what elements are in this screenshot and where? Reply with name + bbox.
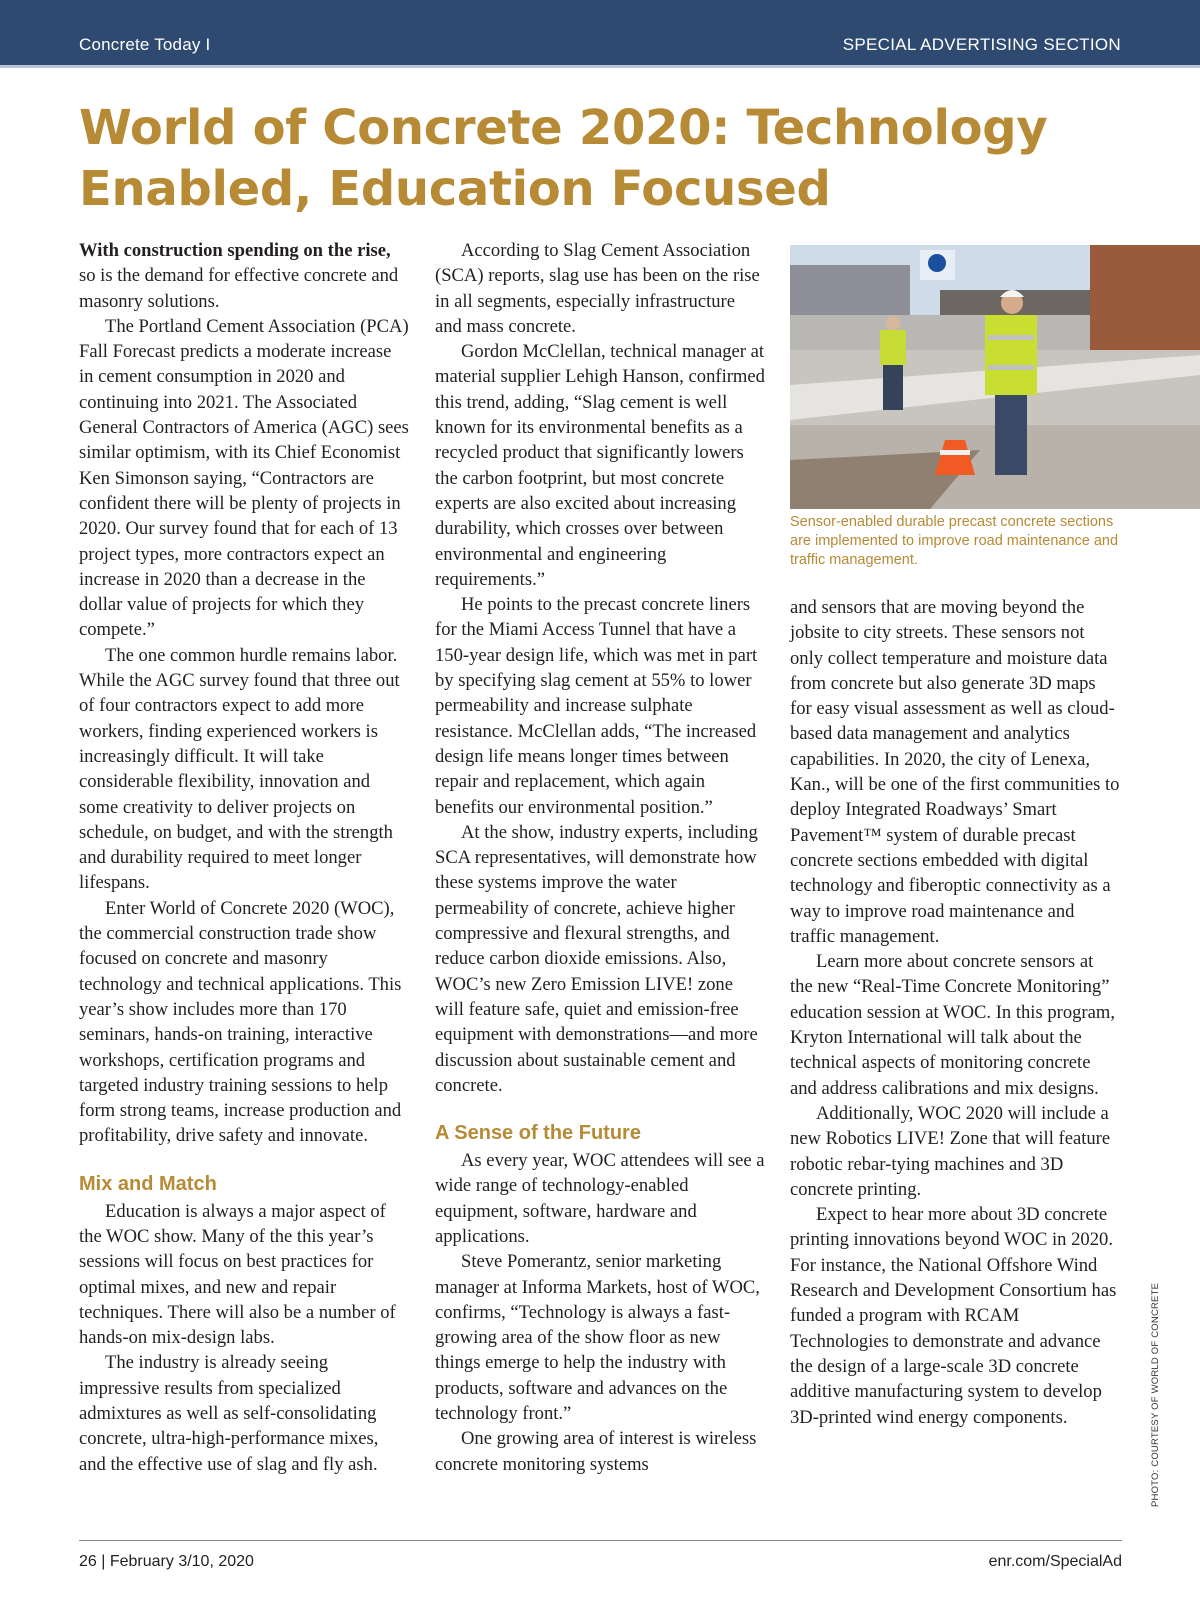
header-bar — [0, 0, 1200, 68]
construction-workers-photo — [790, 245, 1200, 509]
paragraph: The one common hurdle remains labor. While the AGC survey found that three out of four contractors expect to add more workers, finding experienced workers is increasingly difficult. It will take considerable flexibility, innovation and some creativity to deliver projects on schedule, on budget, and with the strength and durability required to meet longer lifespans. — [79, 644, 400, 894]
article-photo — [790, 245, 1200, 509]
lead-rest: so is the demand for effective concrete and masonry solutions. — [79, 265, 399, 312]
paragraph: The Portland Cement Association (PCA) Fall Forecast predicts a moderate increase in cement consumption in 2020 and continuing into 2021. The Associated General Contractors of America (AGC) sees similar optimism, with its Chief Economist Ken Simonson saying, “Contractors are confident there will be plenty of projects in 2020. Our survey found that for each of 13 project types, more contractors expect an increase in 2020 than a decrease in the dollar value of projects for which they compete.” — [79, 315, 409, 641]
paragraph: According to Slag Cement Association (SCA) reports, slag use has been on the rise in all segments, especially infrastructure and mass concrete. — [435, 240, 760, 337]
subhead-sense-of-future: A Sense of the Future — [435, 1122, 641, 1145]
paragraph: Steve Pomerantz, senior marketing manager at Informa Markets, host of WOC, confirms, “Technology is always a fast-growing area of the show floor as new things emerge to help the industry with products, software and advances on the technology front.” — [435, 1251, 760, 1425]
article-title: World of Concrete 2020: Technology Enabled, Education Focused — [79, 100, 1048, 217]
photo-credit: PHOTO: COURTESY OF WORLD OF CONCRETE — [1150, 1282, 1161, 1507]
paragraph: Expect to hear more about 3D concrete printing innovations beyond WOC in 2020. For instance, the National Offshore Wind Research and Development Consortium has funded a program with RCAM Technologies to demonstrate and advance the design of a large-scale 3D concrete additive manufacturing system to develop 3D-printed wind energy components. — [790, 1204, 1117, 1428]
paragraph: Enter World of Concrete 2020 (WOC), the commercial construction trade show focused on concrete and masonry technology and technical applications. This year’s show includes more than 170 seminars, hands-on training, interactive workshops, certification programs and targeted industry training sessions to help form strong teams, increase production and profitability, drive safety and innovate. — [79, 897, 402, 1147]
paragraph: and sensors that are moving beyond the jobsite to city streets. These sensors not only collect temperature and moisture data from concrete but also generate 3D maps for easy visual assessment as well as cloud-based data management and analytics capabilities. In 2020, the city of Lenexa, Kan., will be one of the first communities to deploy Integrated Roadways’ Smart Pavement™ system of durable precast concrete sections embedded with digital technology and fiberoptic connectivity as a way to improve road maintenance and traffic management. — [790, 597, 1120, 947]
paragraph: Learn more about concrete sensors at the new “Real-Time Concrete Monitoring” education session at WOC. In this program, Kryton International will talk about the technical aspects of monitoring concrete and address calibrations and mix designs. — [790, 951, 1115, 1099]
footer-divider — [79, 1540, 1122, 1541]
photo-caption: Sensor-enabled durable precast concrete sections are implemented to improve road maintenance and traffic management. — [790, 514, 1119, 568]
lead-bold: With construction spending on the rise, — [79, 240, 391, 261]
footer-url: enr.com/SpecialAd — [988, 1553, 1122, 1570]
subhead-mix-and-match: Mix and Match — [79, 1172, 217, 1195]
lead-paragraph — [79, 238, 409, 314]
section-label: SPECIAL ADVERTISING SECTION — [842, 35, 1121, 54]
page-number-date: 26 | February 3/10, 2020 — [79, 1553, 254, 1570]
paragraph: Gordon McClellan, technical manager at material supplier Lehigh Hanson, confirmed this trend, adding, “Slag cement is well known for its environmental benefits as a recycled product that significantly lowers the carbon footprint, but most concrete experts are also excited about increasing durability, which crosses over between environmental and engineering requirements.” — [435, 341, 765, 590]
paragraph: As every year, WOC attendees will see a wide range of technology-enabled equipment, software, hardware and applications. — [435, 1150, 765, 1247]
paragraph: Education is always a major aspect of the WOC show. Many of the this year’s sessions will focus on best practices for optimal mixes, and new and repair techniques. There will also be a number of hands-on mix-design labs. — [79, 1200, 396, 1349]
column-2 — [435, 238, 765, 1477]
paragraph: He points to the precast concrete liners for the Miami Access Tunnel that have a 150-year design life, which was met in part by specifying slag cement at 55% to lower permeability and increase sulphate resistance. McClellan adds, “The increased design life means longer times between repair and replacement, which again benefits our environmental position.” — [435, 594, 758, 818]
paragraph: At the show, industry experts, including SCA representatives, will demonstrate how these systems improve the water permeability of concrete, achieve higher compressive and flexural strengths, and reduce carbon dioxide emissions. Also, WOC’s new Zero Emission LIVE! zone will feature safe, quiet and emission-free equipment with demonstrations—and more discussion about sustainable cement and concrete. — [435, 821, 758, 1096]
column-3 — [790, 595, 1120, 1430]
paragraph: The industry is already seeing impressive results from specialized admixtures as well as self-consolidating concrete, ultra-high-performance mixes, and the effective use of slag and fly ash. — [79, 1352, 379, 1475]
paragraph: Additionally, WOC 2020 will include a new Robotics LIVE! Zone that will feature robotic rebar-tying machines and 3D concrete printing. — [790, 1102, 1111, 1200]
paragraph: One growing area of interest is wireless concrete monitoring systems — [435, 1428, 757, 1475]
column-1 — [79, 238, 409, 1477]
publication-name: Concrete Today I — [79, 35, 211, 54]
